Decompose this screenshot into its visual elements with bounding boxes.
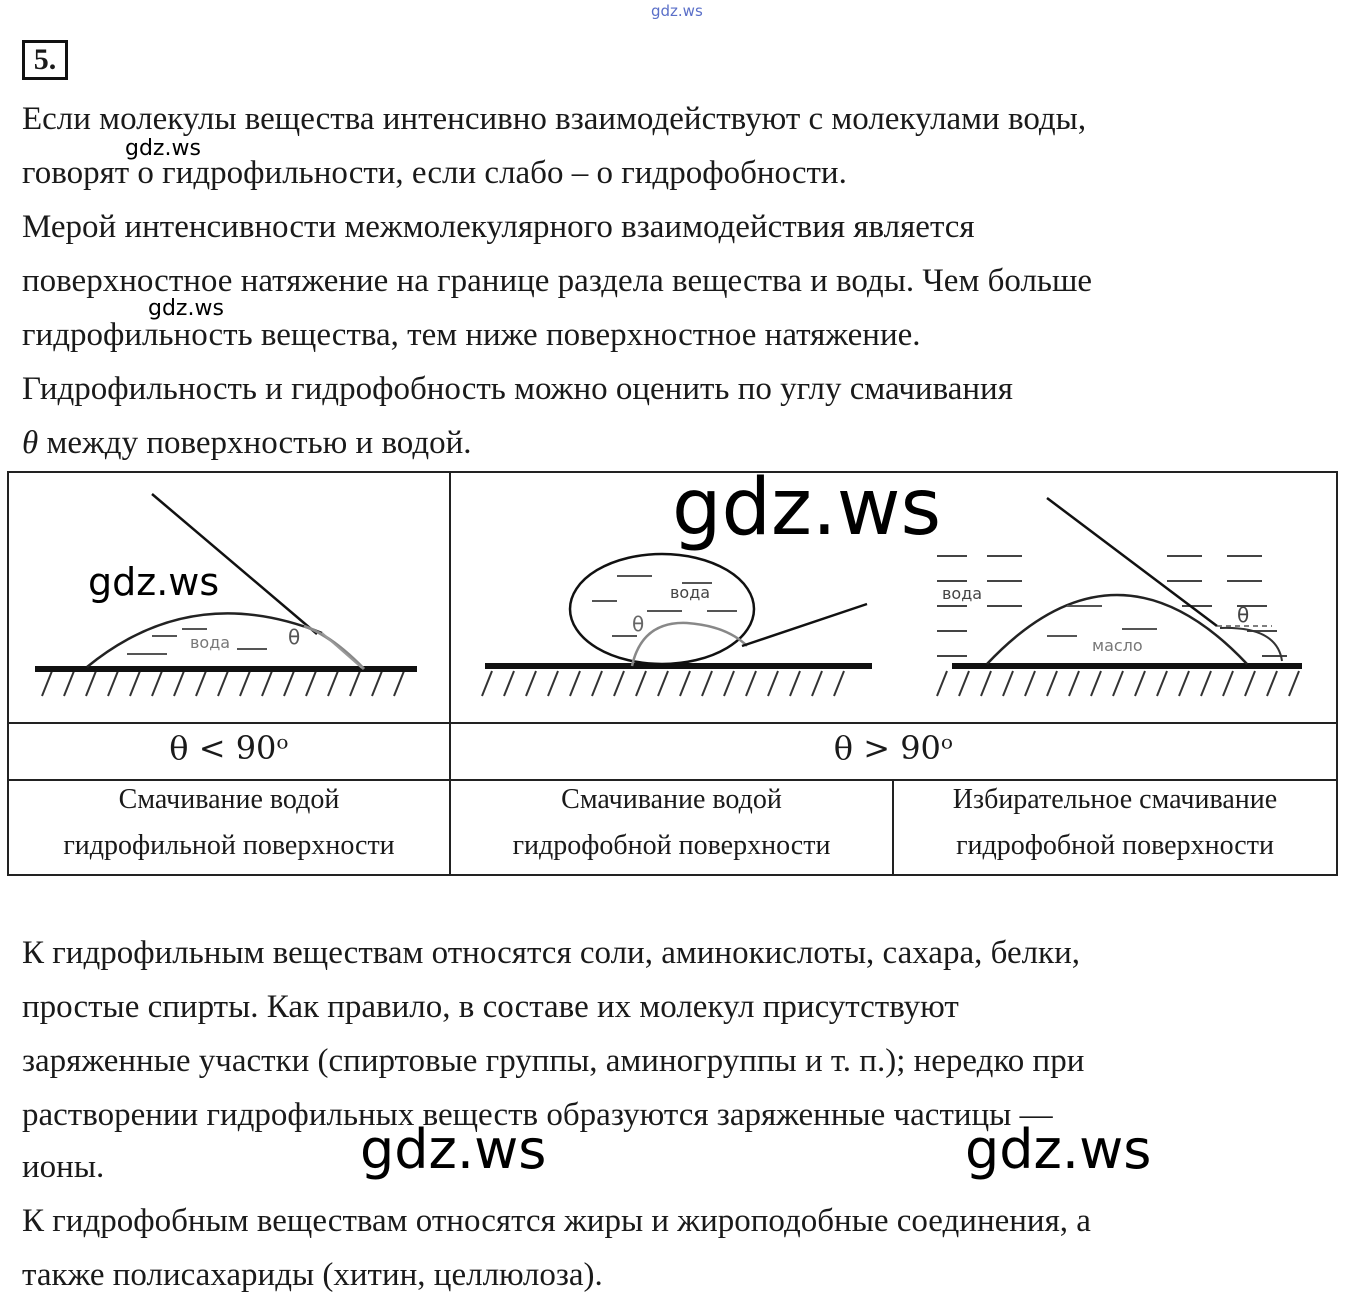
water-label: вода xyxy=(670,583,711,602)
caption-hydrophobic-line-2: гидрофобной поверхности xyxy=(512,830,831,861)
watermark-bottom-left: gdz.ws xyxy=(360,1118,547,1181)
figure-selective xyxy=(927,486,1322,711)
watermark-medium: gdz.ws xyxy=(88,560,220,604)
angle-arc xyxy=(632,623,747,666)
intro-line-7 xyxy=(22,416,472,470)
water-label: вода xyxy=(190,633,231,652)
angle-label: θ xyxy=(1237,603,1250,627)
hatching xyxy=(482,671,844,696)
outro-line-4: растворении гидрофильных веществ образуются заряженные частицы — xyxy=(22,1097,1053,1133)
intro-line-7-text: между поверхностью и водой. xyxy=(38,425,472,461)
intro-line-3: Мерой интенсивности межмолекулярного взаимодействия является xyxy=(22,209,975,245)
watermark-top: gdz.ws xyxy=(651,2,703,20)
caption-hydrophilic-line-2: гидрофильной поверхности xyxy=(63,830,395,861)
angle-label: θ xyxy=(288,625,301,649)
caption-hydrophobic xyxy=(451,777,892,869)
hatching xyxy=(42,671,404,696)
hatching xyxy=(937,671,1299,696)
caption-selective-line-1: Избирательное смачивание xyxy=(952,784,1278,815)
watermark-large: gdz.ws xyxy=(672,463,942,553)
outro-line-7: также полисахариды (хитин, целлюлоза). xyxy=(22,1257,603,1293)
outro-line-3: заряженные участки (спиртовые группы, аминогруппы и т. п.); нередко при xyxy=(22,1043,1085,1079)
task-number: 5. xyxy=(22,40,68,80)
outro-line-2: простые спирты. Как правило, в составе их молекул присутствуют xyxy=(22,989,959,1025)
intro-line-1: Если молекулы вещества интенсивно взаимодействуют с молекулами воды, xyxy=(22,101,1087,137)
caption-hydrophilic xyxy=(9,777,449,869)
caption-selective xyxy=(894,777,1336,869)
caption-hydrophilic-line-1: Смачивание водой xyxy=(118,784,340,815)
water-label: вода xyxy=(942,584,983,603)
oil-label: масло xyxy=(1092,636,1143,655)
theta-symbol: θ xyxy=(22,425,39,461)
caption-selective-line-2: гидрофобной поверхности xyxy=(956,830,1274,861)
outro-line-6: К гидрофобным веществам относятся жиры и жироподобные соединения, а xyxy=(22,1203,1091,1239)
intro-line-6: Гидрофильность и гидрофобность можно оценить по углу смачивания xyxy=(22,371,1013,407)
angle-label: θ xyxy=(632,612,645,636)
condition-gt-90: θ > 90ᵒ xyxy=(833,729,954,767)
caption-hydrophobic-line-1: Смачивание водой xyxy=(561,784,782,815)
tangent-line xyxy=(742,604,867,646)
intro-line-2: говорят о гидрофильности, если слабо – о гидрофобности. xyxy=(22,155,847,191)
watermark-bottom-right: gdz.ws xyxy=(965,1118,1152,1181)
water-drop xyxy=(570,554,754,664)
intro-line-5: гидрофильность вещества, тем ниже поверхностное натяжение. xyxy=(22,317,921,353)
outro-line-1: К гидрофильным веществам относятся соли, аминокислоты, сахара, белки, xyxy=(22,935,1080,971)
condition-lt-90: θ < 90ᵒ xyxy=(169,729,289,767)
watermark-small-2: gdz.ws xyxy=(148,296,224,321)
intro-line-4: поверхностное натяжение на границе раздела вещества и воды. Чем больше xyxy=(22,263,1093,299)
watermark-small-1: gdz.ws xyxy=(125,136,201,161)
outro-line-5: ионы. xyxy=(22,1149,105,1185)
